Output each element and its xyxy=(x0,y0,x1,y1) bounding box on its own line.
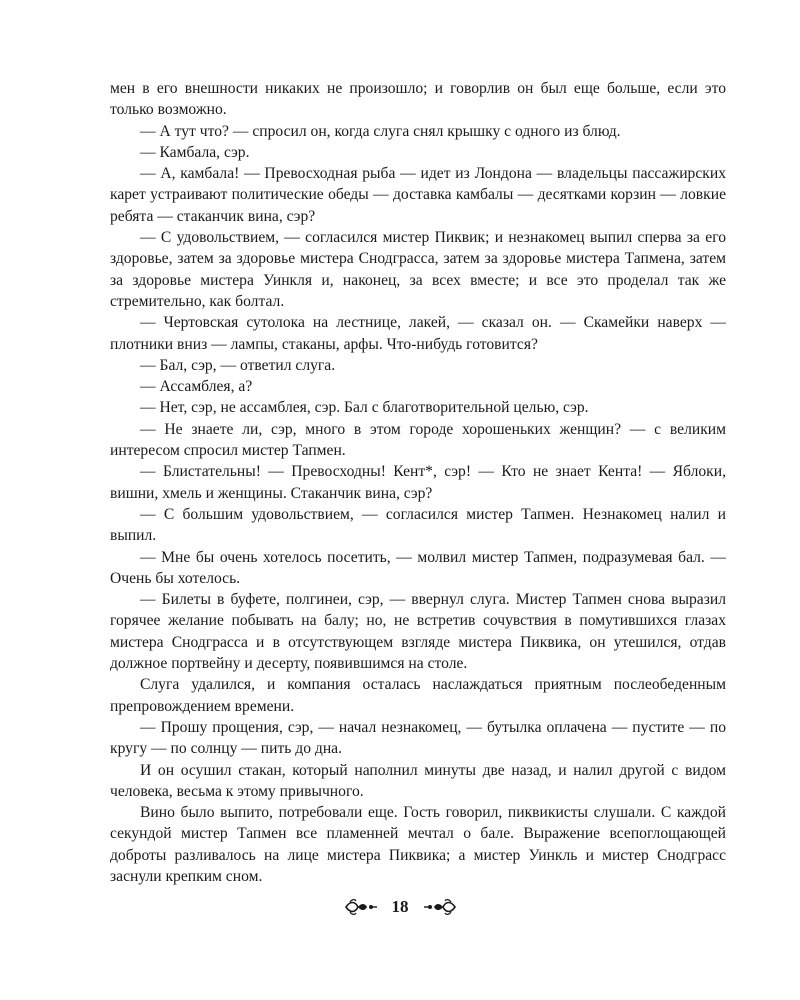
paragraph-11: — Блистательны! — Превосходны! Кент*, сэр! — Кто не знает Кента! — Яблоки, вишни, хмель и женщины. Стаканчик вина, сэр? xyxy=(110,463,726,502)
paragraph-1: мен в его внешности никаких не произошло; и говорлив он был еще больше, если это только возможно. xyxy=(110,80,726,119)
page-footer xyxy=(0,893,800,921)
paragraph-2: — А тут что? — спросил он, когда слуга снял крышку с одного из блюд. xyxy=(140,122,621,140)
fleuron-icon xyxy=(344,898,378,916)
paragraph-8: — Ассамблея, а? xyxy=(140,378,253,396)
paragraph-15: Слуга удалился, и компания осталась наслаждаться приятным послеобеденным препровождением времени. xyxy=(110,676,726,715)
text-column xyxy=(110,78,726,887)
paragraph-5: — С удовольствием, — согласился мистер Пиквик; и незнакомец выпил сперва за его здоровье, затем за здоровье мистера Снодграсса, затем за здоровье мистера Тапмена, затем за здоровье мистера Уинкля и, наконец, за всех вместе; и все это проделал так же стремительно, как болтал. xyxy=(110,229,726,310)
paragraph-18: Вино было выпито, потребовали еще. Гость говорил, пиквикисты слушали. С каждой секундой мистер Тапмен все пламенней мечтал о бале. Выражение всепоглощающей доброты разливалось на лице мистера Пиквика; а мистер Уинкль и мистер Снодграсс заснули крепким сном. xyxy=(110,804,726,885)
paragraph-13: — Мне бы очень хотелось посетить, — молвил мистер Тапмен, подразумевая бал. — Очень бы хотелось. xyxy=(110,548,726,587)
page-body xyxy=(110,78,726,928)
paragraph-4: — А, камбала! — Превосходная рыба — идет из Лондона — владельцы пассажирских карет устраивают политические обеды — доставка камбалы — десятками корзин — ловкие ребята — стаканчик вина, сэр? xyxy=(110,165,726,225)
paragraph-10: — Не знаете ли, сэр, много в этом городе хорошеньких женщин? — с великим интересом спросил мистер Тапмен. xyxy=(110,420,726,460)
paragraph-16: — Прошу прощения, сэр, — начал незнакомец, — бутылка оплачена — пустите — по кругу — по солнцу — пить до дна. xyxy=(110,718,726,758)
fleuron-icon xyxy=(423,898,457,916)
paragraph-17: И он осушил стакан, который наполнил минуты две назад, и налил другой с видом человека, весьма к этому привычного. xyxy=(110,761,726,800)
paragraph-12: — С большим удовольствием, — согласился мистер Тапмен. Незнакомец налил и выпил. xyxy=(110,505,726,545)
paragraph-14: — Билеты в буфете, полгинеи, сэр, — ввернул слуга. Мистер Тапмен снова выразил горячее желание побывать на балу; но, не встретив сочувствия в помутившихся глазах мистера Снодграсса и в отсутствующем взгляде мистера Пиквика, он утешился, отдав должное портвейну и десерту, появившимся на столе. xyxy=(110,591,726,673)
page-number: 18 xyxy=(391,897,409,916)
paragraph-3: — Камбала, сэр. xyxy=(140,143,250,161)
paragraph-7: — Бал, сэр, — ответил слуга. xyxy=(140,356,336,374)
paragraph-9: — Нет, сэр, не ассамблея, сэр. Бал с благотворительной целью, сэр. xyxy=(140,399,589,417)
paragraph-6: — Чертовская сутолока на лестнице, лакей, — сказал он. — Скамейки наверх — плотники вниз — лампы, стаканы, арфы. Что-нибудь готовится? xyxy=(110,314,726,353)
